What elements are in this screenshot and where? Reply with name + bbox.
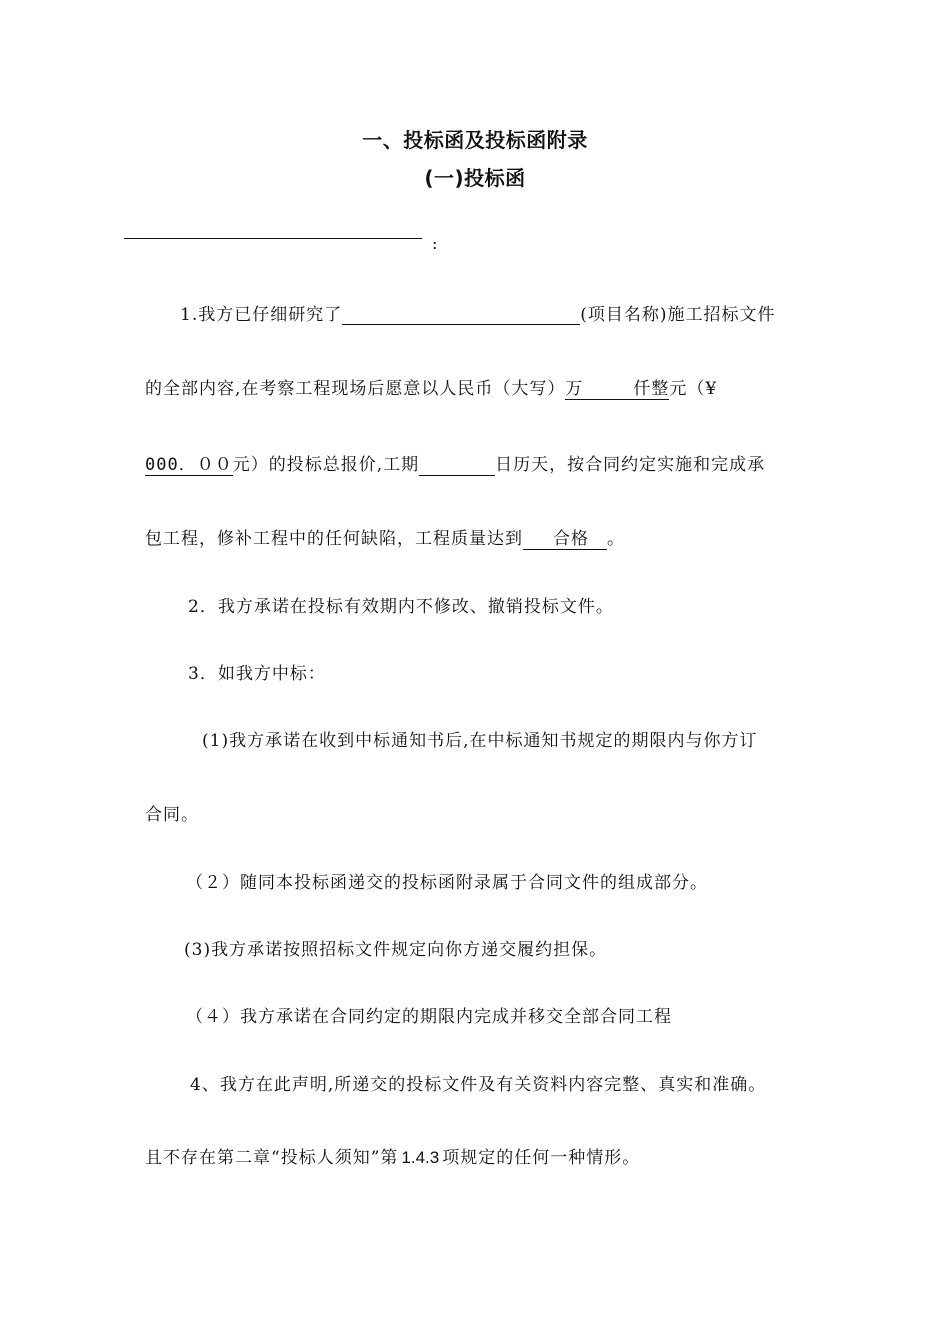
paragraph-3: 3．如我方中标：: [188, 664, 326, 684]
paragraph-3-1-line-1: (1)我方承诺在收到中标通知书后,在中标通知书规定的期限内与你方订: [202, 731, 758, 751]
paragraph-2: 2．我方承诺在投标有效期内不修改、撤销投标文件。: [188, 597, 614, 617]
paragraph-1-line-4: 包工程，修补工程中的任何缺陷，工程质量达到 合格 。: [145, 529, 625, 549]
paragraph-1-line-1: 1.我方已仔细研究了 (项目名称)施工招标文件: [180, 305, 776, 325]
addressee-colon: :: [432, 234, 438, 253]
paragraph-1-line-2: 的全部内容,在考察工程现场后愿意以人民币（大写）万 仟整元（¥: [145, 379, 718, 399]
quality-field: 合格: [523, 530, 607, 550]
paragraph-1-line-3: 000．００元）的投标总报价,工期 日历天，按合同约定实施和完成承: [145, 455, 766, 475]
paragraph-3-2: （２）随同本投标函递交的投标函附录属于合同文件的组成部分。: [186, 873, 708, 893]
paragraph-3-1-line-2: 合同。: [145, 805, 199, 825]
paragraph-3-4: （４）我方承诺在合同约定的期限内完成并移交全部合同工程: [186, 1007, 672, 1027]
paragraph-4-line-2: 且不存在第二章“投标人须知”第 1.4.3 项规定的任何一种情形。: [145, 1148, 641, 1168]
duration-blank: [419, 457, 495, 476]
addressee-blank-line: [124, 238, 422, 239]
clause-number: 1.4.3: [401, 1148, 440, 1167]
project-name-blank: [342, 306, 580, 325]
page-title: 一、投标函及投标函附录: [362, 128, 588, 152]
paragraph-3-3: (3)我方承诺按照招标文件规定向你方递交履约担保。: [184, 940, 608, 960]
amount-wan-field: 万 仟整: [565, 379, 670, 399]
paragraph-4-line-1: 4、我方在此声明,所递交的投标文件及有关资料内容完整、真实和准确。: [190, 1075, 767, 1095]
amount-numeric-field: 000．００: [145, 455, 233, 475]
page-subtitle: (一)投标函: [424, 166, 526, 190]
